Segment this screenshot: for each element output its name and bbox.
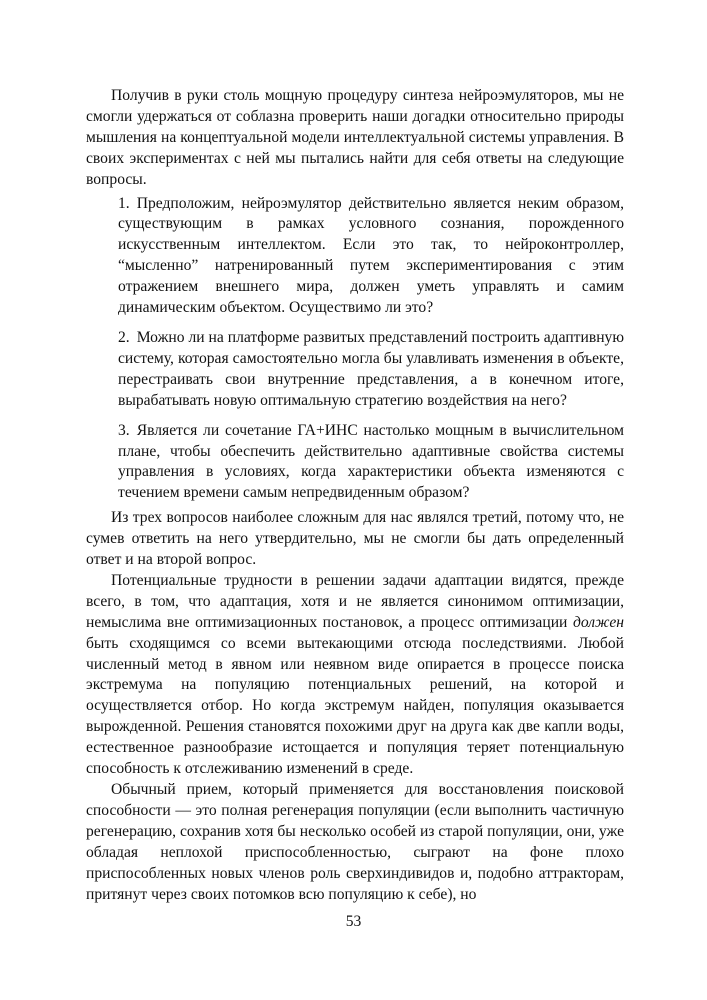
paragraph-regeneration: Обычный прием, который применяется для восстановления поисковой способности — это полная регенерация популяции (если выполнить частичную регенерацию, сохранив хотя бы несколько особей из старой популяции, они, уже обладая неплохой приспособленностью, сыграют на фоне плохо приспособленных новых членов роль сверхиндивидов и, подобно аттракторам, притянут через своих потомков всю популяцию к себе), но bbox=[86, 781, 624, 903]
question-text: Предположим, нейроэмулятор действительно является неким образом, существующим в рамках условного сознания, порожденного искусственным интеллектом. Если это так, то нейроконтроллер, “мысленно” натренированный путем экспериментирования с этим отражением внешнего мира, должен уметь управлять и самим динамическим объектом. Осуществимо ли это? bbox=[118, 194, 624, 317]
question-text: Можно ли на платформе развитых представлений построить адаптивную систему, которая самостоятельно могла бы улавливать изменения в объекте, перестраивать свои внутренние представления, а в конечном итоге, вырабатывать новую оптимальную стратегию воздействия на него? bbox=[118, 328, 624, 409]
question-text: Является ли сочетание ГА+ИНС настолько мощным в вычислительном плане, чтобы обеспечить действительно адаптивные свойства системы управления в условиях, когда характеристики объекта изменяются с течением времени самым непредвиденным образом? bbox=[118, 421, 624, 502]
body-text bbox=[86, 86, 624, 905]
paragraph-adaptation bbox=[86, 571, 624, 780]
paragraph-third-question: Из трех вопросов наиболее сложным для нас являлся третий, потому что, не сумев ответить на него утвердительно, мы не смогли бы дать определенный ответ и на второй вопрос. bbox=[86, 509, 624, 569]
emphasized-word: должен bbox=[572, 613, 624, 631]
question-item-3 bbox=[118, 421, 624, 505]
question-item-2 bbox=[118, 328, 624, 412]
question-number: 3. bbox=[118, 421, 130, 439]
question-number: 2. bbox=[118, 328, 130, 346]
paragraph-text-part: Потенциальные трудности в решении задачи адаптации видятся, прежде всего, в том, что адаптация, хотя и не является синонимом оптимизации, немыслима вне оптимизационных постановок, а процесс оптимизации bbox=[86, 571, 624, 631]
page-number: 53 bbox=[345, 913, 362, 930]
paragraph-text-part: быть сходящимся со всеми вытекающими отсюда последствиями. Любой численный метод в явном или неявном виде опирается в процессе поиска экстремума на популяцию потенциальных решений, на которой и осуществляется отбор. Но когда экстремум найден, популяция оказывается вырожденной. Решения становятся похожими друг на друга как две капли воды, естественное разнообразие истощается и популяция теряет потенциальную способность к отслеживанию изменений в среде. bbox=[86, 634, 624, 778]
question-item-1 bbox=[118, 194, 624, 319]
questions-list bbox=[86, 194, 624, 505]
paragraph-intro: Получив в руки столь мощную процедуру синтеза нейроэмуляторов, мы не смогли удержаться от соблазна проверить наши догадки относительно природы мышления на концептуальной модели интеллектуальной системы управления. В своих экспериментах с ней мы пытались найти для себя ответы на следующие вопросы. bbox=[86, 87, 624, 188]
question-number: 1. bbox=[118, 194, 130, 212]
